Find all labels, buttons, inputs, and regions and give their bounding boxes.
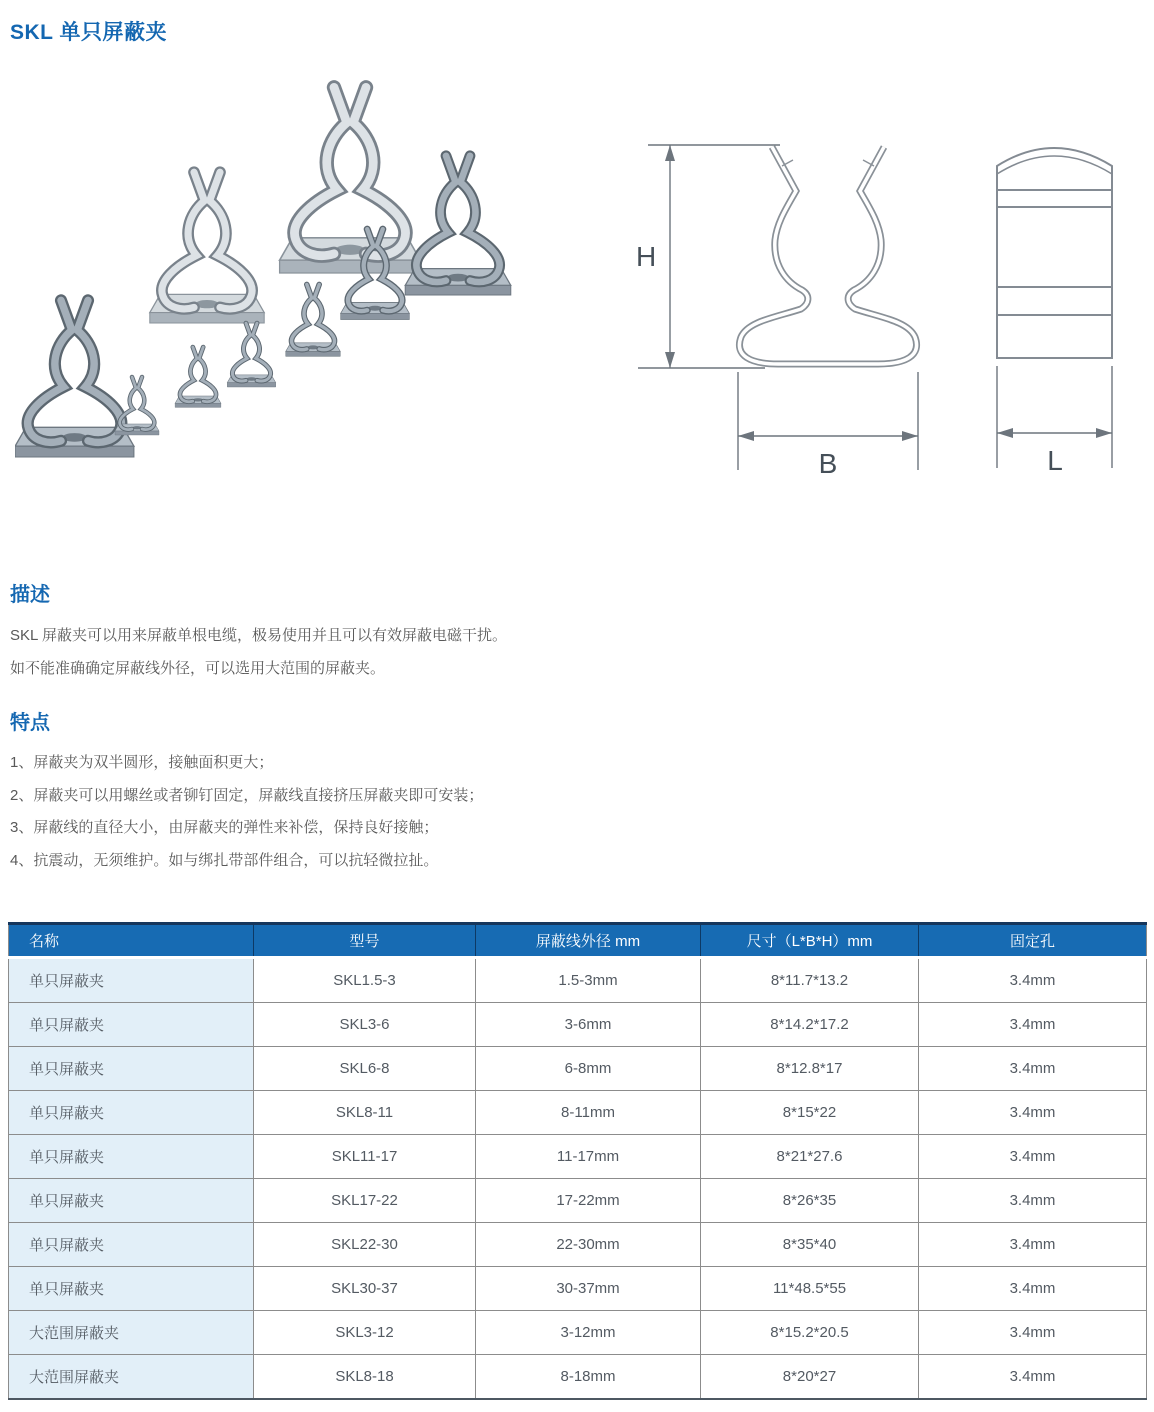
column-header-name: 名称: [9, 924, 254, 958]
cell-name: 大范围屏蔽夹: [9, 1355, 254, 1400]
cell-dimensions: 8*15.2*20.5: [701, 1311, 919, 1355]
feature-item: 1、屏蔽夹为双半圆形，接触面积更大；: [10, 754, 274, 771]
cell-name: 单只屏蔽夹: [9, 1267, 254, 1311]
cell-name: 单只屏蔽夹: [9, 1047, 254, 1091]
cell-model: SKL6-8: [254, 1047, 476, 1091]
cell-dimensions: 8*15*22: [701, 1091, 919, 1135]
cell-model: SKL17-22: [254, 1179, 476, 1223]
cell-dimensions: 8*35*40: [701, 1223, 919, 1267]
table-row: [9, 1047, 1147, 1091]
dimension-label-l: L: [1047, 445, 1063, 476]
cell-model: SKL22-30: [254, 1223, 476, 1267]
dimension-label-h: H: [636, 241, 657, 272]
table-row: [9, 1355, 1147, 1400]
description-line: SKL 屏蔽夹可以用来屏蔽单根电缆，极易使用并且可以有效屏蔽电磁干扰。: [10, 627, 507, 644]
column-header-wire-od: 屏蔽线外径 mm: [476, 924, 701, 958]
cell-fixing-hole: 3.4mm: [919, 1355, 1147, 1400]
cell-wire-od: 3-12mm: [476, 1311, 701, 1355]
table-header-row: [9, 924, 1147, 958]
cell-fixing-hole: 3.4mm: [919, 1047, 1147, 1091]
cell-model: SKL3-6: [254, 1003, 476, 1047]
table-row: [9, 958, 1147, 1003]
page-title: SKL 单只屏蔽夹: [10, 21, 167, 44]
cell-dimensions: 8*21*27.6: [701, 1135, 919, 1179]
front-view-drawing: [962, 118, 1152, 493]
features-section: [10, 706, 770, 877]
cell-wire-od: 11-17mm: [476, 1135, 701, 1179]
column-header-model: 型号: [254, 924, 476, 958]
table-row: [9, 1267, 1147, 1311]
cell-dimensions: 11*48.5*55: [701, 1267, 919, 1311]
cell-fixing-hole: 3.4mm: [919, 1003, 1147, 1047]
column-header-dimensions: 尺寸（L*B*H）mm: [701, 924, 919, 958]
table-row: [9, 1311, 1147, 1355]
features-heading: 特点: [10, 712, 50, 734]
cell-wire-od: 17-22mm: [476, 1179, 701, 1223]
cell-model: SKL30-37: [254, 1267, 476, 1311]
cell-wire-od: 1.5-3mm: [476, 958, 701, 1003]
table-row: [9, 1135, 1147, 1179]
feature-item: 2、屏蔽夹可以用螺丝或者铆钉固定，屏蔽线直接挤压屏蔽夹即可安装；: [10, 786, 484, 804]
cell-name: 单只屏蔽夹: [9, 1003, 254, 1047]
dimension-label-b: B: [818, 448, 838, 479]
cell-name: 大范围屏蔽夹: [9, 1311, 254, 1355]
side-profile-drawing: [630, 118, 940, 493]
cell-model: SKL11-17: [254, 1135, 476, 1179]
feature-item: 4、抗震动，无须维护。如与绑扎带部件组合，可以抗轻微拉扯。: [10, 851, 439, 869]
cell-model: SKL1.5-3: [254, 958, 476, 1003]
spec-table-body: [9, 958, 1147, 1400]
description-line: 如不能准确确定屏蔽线外径，可以选用大范围的屏蔽夹。: [10, 660, 386, 677]
cell-fixing-hole: 3.4mm: [919, 1135, 1147, 1179]
product-photo-image: [15, 62, 615, 507]
cell-fixing-hole: 3.4mm: [919, 1311, 1147, 1355]
table-row: [9, 1091, 1147, 1135]
cell-fixing-hole: 3.4mm: [919, 958, 1147, 1003]
cell-name: 单只屏蔽夹: [9, 1091, 254, 1135]
description-heading: 描述: [10, 584, 50, 606]
cell-wire-od: 22-30mm: [476, 1223, 701, 1267]
cell-name: 单只屏蔽夹: [9, 1179, 254, 1223]
cell-wire-od: 8-11mm: [476, 1091, 701, 1135]
cell-wire-od: 6-8mm: [476, 1047, 701, 1091]
table-row: [9, 1003, 1147, 1047]
cell-model: SKL8-18: [254, 1355, 476, 1400]
column-header-fixing-hole: 固定孔: [919, 924, 1147, 958]
cell-fixing-hole: 3.4mm: [919, 1179, 1147, 1223]
spec-table: [8, 922, 1147, 1400]
cell-name: 单只屏蔽夹: [9, 1135, 254, 1179]
table-row: [9, 1179, 1147, 1223]
cell-fixing-hole: 3.4mm: [919, 1091, 1147, 1135]
cell-model: SKL3-12: [254, 1311, 476, 1355]
table-row: [9, 1223, 1147, 1267]
cell-name: 单只屏蔽夹: [9, 1223, 254, 1267]
cell-wire-od: 8-18mm: [476, 1355, 701, 1400]
cell-dimensions: 8*12.8*17: [701, 1047, 919, 1091]
cell-dimensions: 8*20*27: [701, 1355, 919, 1400]
cell-dimensions: 8*14.2*17.2: [701, 1003, 919, 1047]
cell-fixing-hole: 3.4mm: [919, 1267, 1147, 1311]
cell-name: 单只屏蔽夹: [9, 958, 254, 1003]
cell-fixing-hole: 3.4mm: [919, 1223, 1147, 1267]
cell-wire-od: 3-6mm: [476, 1003, 701, 1047]
cell-wire-od: 30-37mm: [476, 1267, 701, 1311]
cell-model: SKL8-11: [254, 1091, 476, 1135]
cell-dimensions: 8*26*35: [701, 1179, 919, 1223]
feature-item: 3、屏蔽线的直径大小，由屏蔽夹的弹性来补偿，保持良好接触；: [10, 819, 439, 836]
description-section: [10, 578, 730, 685]
cell-dimensions: 8*11.7*13.2: [701, 958, 919, 1003]
